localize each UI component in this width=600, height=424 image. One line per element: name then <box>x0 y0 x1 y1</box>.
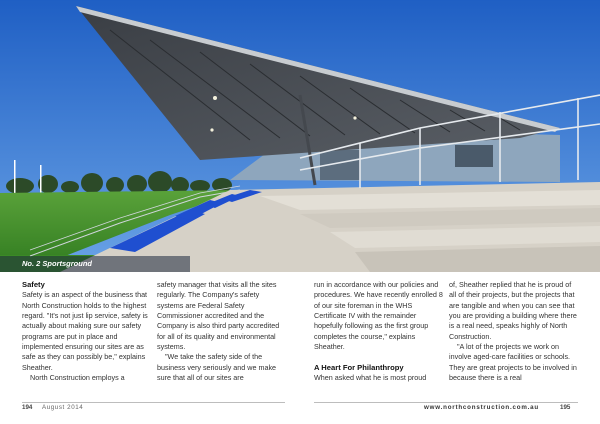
page-number-left: 194 <box>22 404 33 411</box>
footer-divider-right <box>314 402 578 403</box>
issue-date: August 2014 <box>42 404 84 411</box>
article-column-2 <box>157 280 287 383</box>
paragraph: run in accordance with our policies and procedures. We have recently enrolled 8 of our site foreman in the WHS Certificate IV with the remainder hopefully following as the first group completes the course," explains Sheather. <box>314 280 443 352</box>
paragraph: "We take the safety side of the business very seriously and we make sure that all of our sites are <box>157 352 277 383</box>
photo-caption: No. 2 Sportsground <box>22 259 92 268</box>
article-column-1 <box>22 280 152 383</box>
paragraph: "A lot of the projects we work on involve aged-care facilities or schools. They are great projects to be involved in because there is a real <box>449 342 577 383</box>
paragraph: of, Sheather replied that he is proud of all of their projects, but the projects that are tangible and when you can see that you are providing a building where there is a real need, speaks highly of North Construction. <box>449 280 577 341</box>
website-url: www.northconstruction.com.au <box>424 404 539 411</box>
photo-caption-bar <box>0 256 190 272</box>
paragraph: When asked what he is most proud <box>314 373 427 383</box>
article-column-3 <box>314 280 444 383</box>
footer-divider-left <box>22 402 285 403</box>
paragraph: North Construction employs a <box>30 373 125 383</box>
paragraph: safety manager that visits all the sites regularly. The Company's safety systems are Federal Safety Commissioner accredited and the Company is also third party accredited for all of its quality and environmental systems. <box>157 280 280 352</box>
article-column-4 <box>449 280 579 383</box>
paragraph: Safety is an aspect of the business that North Construction holds to the highest regard. "It's not just lip service, safety is actually about making sure our safety programs are put in place and implemented ensuring our sites are as safe as they can possibly be," explains Sheather. <box>22 290 148 372</box>
section-heading-philanthropy: A Heart For Philanthropy <box>314 362 404 372</box>
section-heading-safety: Safety <box>22 280 45 289</box>
page-number-right: 195 <box>560 404 571 411</box>
